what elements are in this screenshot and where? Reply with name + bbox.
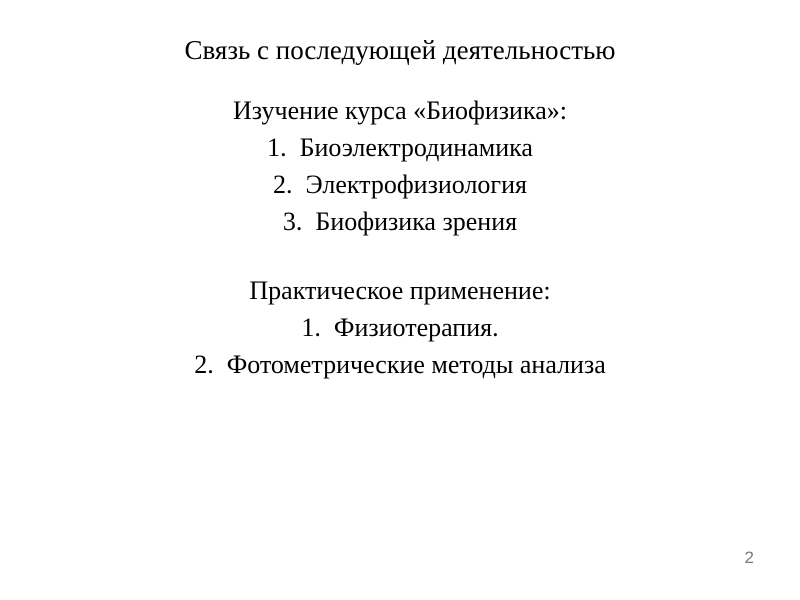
list-number: 1.: [301, 313, 321, 342]
list-item-text: Биофизика зрения: [315, 207, 518, 236]
list-number: 3.: [282, 207, 303, 236]
practice-section: [0, 272, 800, 383]
list-item-text: Физиотерапия.: [333, 313, 499, 342]
study-heading: Изучение курса «Биофизика»:: [233, 96, 567, 125]
practice-heading: Практическое применение:: [249, 276, 551, 305]
list-number: 1.: [267, 133, 287, 162]
page-number: 2: [744, 548, 754, 567]
list-item-text: Электрофизиология: [305, 170, 527, 199]
practice-list-item: [0, 346, 800, 383]
study-list-item: [0, 166, 800, 203]
list-item-text: Биоэлектродинамика: [299, 133, 533, 162]
study-list-item: [0, 129, 800, 166]
list-number: 2.: [273, 170, 293, 199]
study-section: [0, 92, 800, 240]
list-number: 2.: [194, 350, 214, 379]
list-item-text: Фотометрические методы анализа: [226, 350, 606, 379]
slide-title: Связь с последующей деятельностью: [184, 35, 616, 65]
study-list-item: [0, 203, 800, 240]
practice-list-item: [0, 309, 800, 346]
